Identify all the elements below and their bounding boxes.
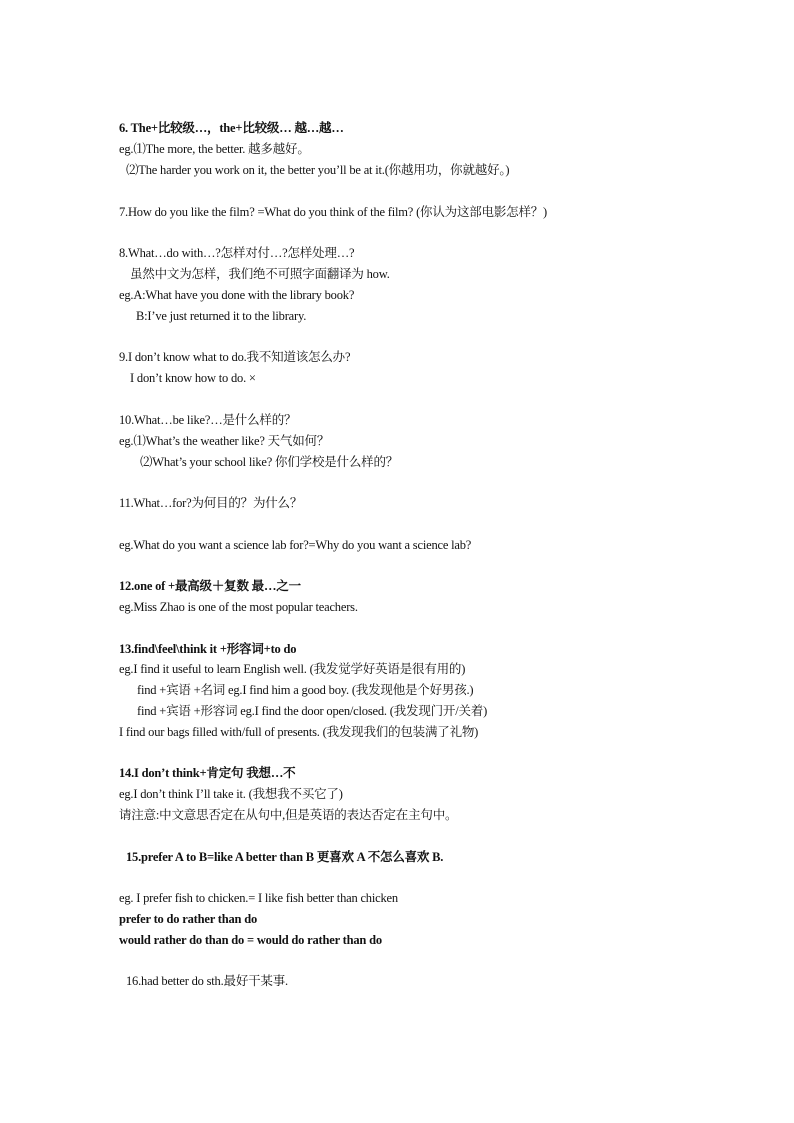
section-7-heading: 7.How do you like the film? =What do you think of the film? (你认为这部电影怎样？): [119, 205, 548, 219]
section-6-example-2: ⑵The harder you work on it, the better you’ll be at it.(你越用功，你就越好。): [126, 163, 510, 177]
section-9-wrong-example: I don’t know how to do. ×: [130, 371, 256, 385]
section-6-example-1: eg.⑴The more, the better. 越多越好。: [119, 142, 310, 156]
section-12-heading: 12.one of +最高级＋复数 最…之一: [119, 579, 301, 593]
section-11-heading: 11.What…for?为何目的？为什么？: [119, 496, 303, 510]
section-13-example-1: eg.I find it useful to learn English well. (我发觉学好英语是很有用的): [119, 662, 466, 676]
section-13-example-3: find +宾语 +形容词 eg.I find the door open/closed. (我发现门开/关着): [137, 704, 488, 718]
section-10-example-2: ⑵What’s your school like? 你们学校是什么样的？: [140, 455, 399, 469]
section-16-heading: 16.had better do sth.最好干某事.: [126, 974, 288, 988]
section-15-pattern-2: would rather do than do = would do rather than do: [119, 933, 382, 947]
section-14-note: 请注意:中文意思否定在从句中,但是英语的表达否定在主句中。: [119, 808, 458, 822]
section-8-example-b: B:I’ve just returned it to the library.: [136, 309, 307, 323]
section-8-heading: 8.What…do with…?怎样对付…?怎样处理…?: [119, 246, 355, 260]
section-8-note: 虽然中文为怎样，我们绝不可照字面翻译为 how.: [130, 267, 390, 281]
section-6-heading: 6. The+比较级…，the+比较级… 越…越…: [119, 121, 344, 135]
section-15-example: eg. I prefer fish to chicken.= I like fish better than chicken: [119, 891, 398, 905]
section-11-example: eg.What do you want a science lab for?=Why do you want a science lab?: [119, 538, 472, 552]
section-13-heading: 13.find\feel\think it +形容词+to do: [119, 642, 297, 656]
section-10-heading: 10.What…be like?…是什么样的？: [119, 413, 297, 427]
section-10-example-1: eg.⑴What’s the weather like? 天气如何？: [119, 434, 330, 448]
section-9-heading: 9.I don’t know what to do.我不知道该怎么办?: [119, 350, 351, 364]
section-14-example: eg.I don’t think I’ll take it. (我想我不买它了): [119, 787, 343, 801]
section-15-pattern-1: prefer to do rather than do: [119, 912, 257, 926]
section-13-example-4: I find our bags filled with/full of presents. (我发现我们的包装满了礼物): [119, 725, 479, 739]
section-14-heading: 14.I don’t think+肯定句 我想…不: [119, 766, 296, 780]
section-8-example-a: eg.A:What have you done with the library book?: [119, 288, 355, 302]
section-13-example-2: find +宾语 +名词 eg.I find him a good boy. (我发现他是个好男孩.): [137, 683, 474, 697]
section-12-example: eg.Miss Zhao is one of the most popular teachers.: [119, 600, 358, 614]
section-15-heading: 15.prefer A to B=like A better than B 更喜欢 A 不怎么喜欢 B.: [126, 850, 444, 864]
